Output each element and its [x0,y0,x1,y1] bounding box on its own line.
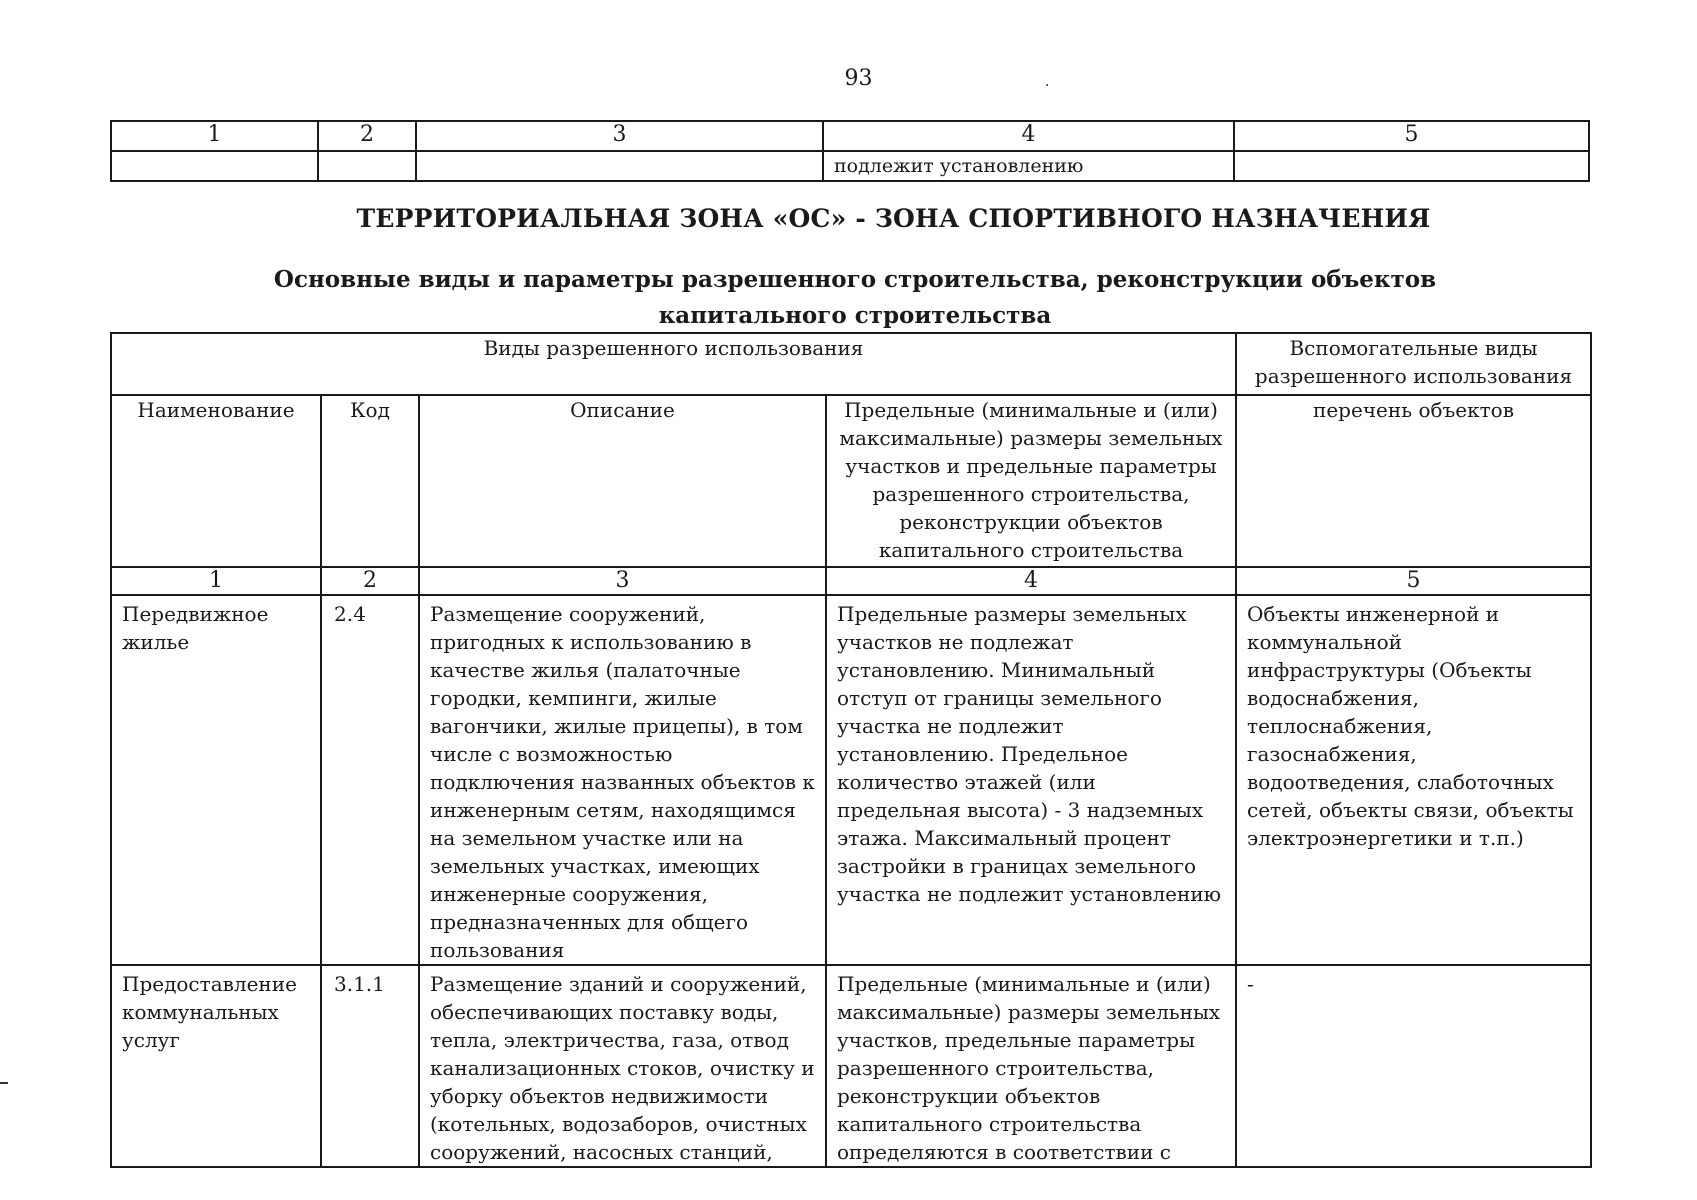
group-header-aux: Вспомогательные виды разрешенного использования [1236,333,1591,395]
col-number: 2 [321,567,419,595]
table-cell [1234,151,1589,181]
use-code: 2.4 [321,595,419,965]
table-cell [416,151,823,181]
table-cell [318,151,416,181]
use-code: 3.1.1 [321,965,419,1167]
col-number: 2 [318,121,416,151]
use-limits: Предельные (минимальные и (или) максимальные) размеры земельных участков, предельные параметры разрешенного строительства, реконструкции объектов капитального строительства определяются в соответствии с [826,965,1236,1167]
header-code: Код [321,395,419,567]
aux-objects: - [1236,965,1591,1167]
col-number: 1 [111,121,318,151]
continuation-row [111,151,1589,181]
continued-table [110,120,1590,182]
section-title: Основные виды и параметры разрешенного строительства, реконструкции объектов капитального строительства [273,266,1437,329]
table-cell [111,151,318,181]
zone-title: ТЕРРИТОРИАЛЬНАЯ ЗОНА «ОС» - ЗОНА СПОРТИВНОГО НАЗНАЧЕНИЯ [356,204,1431,233]
col-number: 1 [111,567,321,595]
col-number: 5 [1234,121,1589,151]
column-number-row [111,567,1591,595]
header-name: Наименование [111,395,321,567]
use-description: Размещение сооружений, пригодных к использованию в качестве жилья (палаточные городки, кемпинги, жилые вагончики, жилые прицепы), в том числе с возможностью подключения названных объектов к инженерным сетям, находящимся на земельном участке или на земельных участках, имеющих инженерные сооружения, предназначенных для общего пользования [419,595,826,965]
col-number: 4 [826,567,1236,595]
table-cell: подлежит установлению [823,151,1234,181]
col-number: 5 [1236,567,1591,595]
aux-objects: Объекты инженерной и коммунальной инфраструктуры (Объекты водоснабжения, теплоснабжения, газоснабжения, водоотведения, слаботочных сетей, объекты связи, объекты электроэнергетики и т.п.) [1236,595,1591,965]
table-row [111,595,1591,965]
column-header-row [111,395,1591,567]
header-description: Описание [419,395,826,567]
margin-mark [0,1082,8,1084]
scan-speck: · [1045,78,1050,94]
column-number-row [111,121,1589,151]
header-objects: перечень объектов [1236,395,1591,567]
use-name: Предоставление коммунальных услуг [111,965,321,1167]
group-header-main: Виды разрешенного использования [111,333,1236,395]
group-header-row [111,333,1591,395]
zone-use-table [110,332,1592,1168]
col-number: 3 [416,121,823,151]
page-number: 93 [844,66,873,91]
use-name: Передвижное жилье [111,595,321,965]
col-number: 4 [823,121,1234,151]
table-row [111,965,1591,1167]
use-description: Размещение зданий и сооружений, обеспечивающих поставку воды, тепла, электричества, газа, отвод канализационных стоков, очистку и уборку объектов недвижимости (котельных, водозаборов, очистных сооружений, насосных станций, [419,965,826,1167]
header-limits: Предельные (минимальные и (или) максимальные) размеры земельных участков и предельные параметры разрешенного строительства, реконструкции объектов капитального строительства [826,395,1236,567]
use-limits: Предельные размеры земельных участков не подлежат установлению. Минимальный отступ от границы земельного участка не подлежит установлению. Предельное количество этажей (или предельная высота) - 3 надземных этажа. Максимальный процент застройки в границах земельного участка не подлежит установлению [826,595,1236,965]
col-number: 3 [419,567,826,595]
